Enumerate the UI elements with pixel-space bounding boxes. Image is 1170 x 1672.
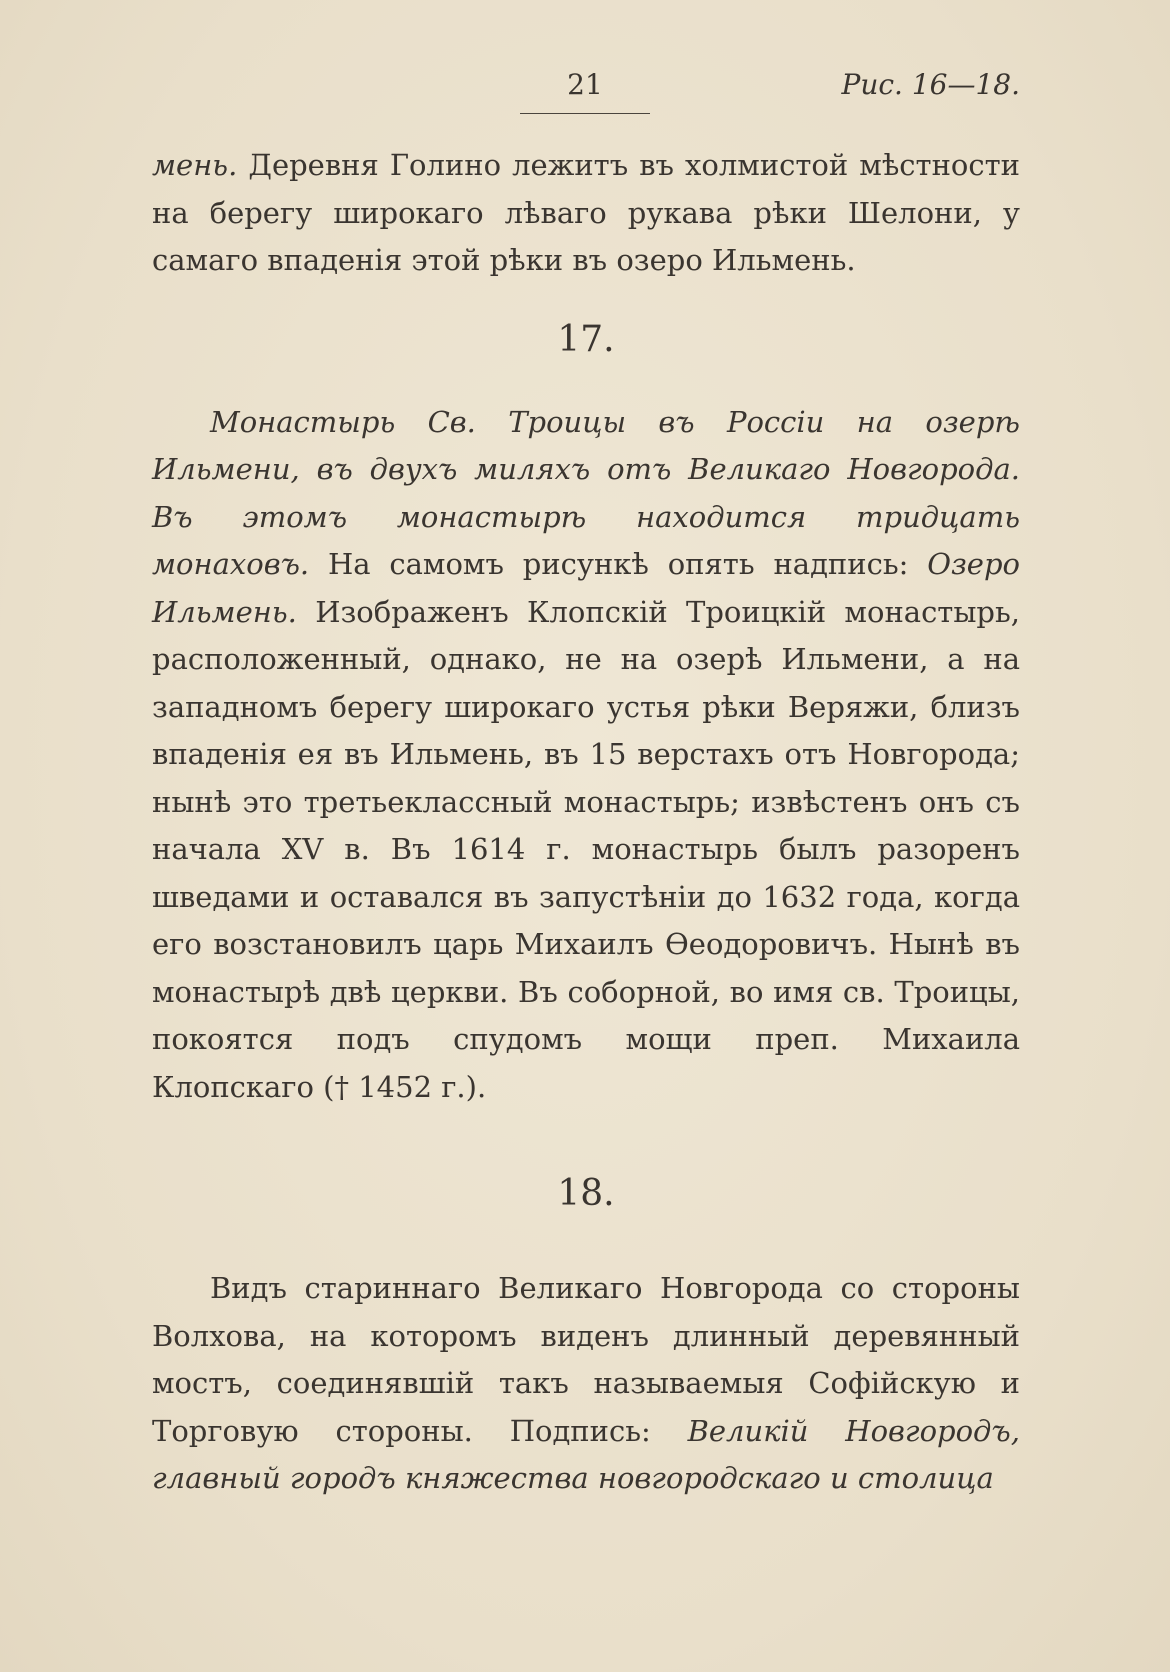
section-17-text-b: Изображенъ Клопскій Троицкій монастырь, расположенный, однако, не на озерѣ Ильмени, а на западномъ берегу широкаго устья рѣки Веряжи, близъ впаденія ея въ Ильмень, въ 15 верстахъ отъ Новгорода; нынѣ это третьеклассный монастырь; извѣстенъ онъ съ начала XV в. Въ 1614 г. монастырь былъ разоренъ шведами и оставался въ запустѣніи до 1632 года, когда его возстановилъ царь Михаилъ Ѳеодоровичъ. Нынѣ въ монастырѣ двѣ церкви. Въ соборной, во имя св. Троицы, покоятся подъ спудомъ мощи преп. Михаила Клопскаго († 1452 г.). xyxy=(152,594,1020,1104)
section-17-text-a: На самомъ рисункѣ опять надпись: xyxy=(309,547,928,581)
section-17-number: 17. xyxy=(557,318,615,360)
section-16-lead-italic: мень. xyxy=(152,148,238,182)
section-17-paragraph xyxy=(152,399,1020,1112)
section-18-number: 18. xyxy=(557,1173,615,1214)
figure-reference: Рис. 16—18. xyxy=(841,68,1020,101)
section-18-paragraph xyxy=(152,1265,1020,1503)
section-16-text: Деревня Голино лежитъ въ холмистой мѣстности на берегу широкаго лѣваго рукава рѣки Шелони, у самаго впаденія этой рѣки въ озеро Ильмень. xyxy=(152,148,1020,277)
section-17-inscription: Озеро Ильмень. xyxy=(152,547,1020,629)
page-body xyxy=(152,142,1020,1503)
section-18-caption: Великій Новгородъ, главный городъ княжества новгородскаго и столица xyxy=(152,1413,1020,1495)
running-header xyxy=(0,68,1170,118)
section-16-continuation xyxy=(152,142,1020,285)
section-18-text: Видъ стариннаго Великаго Новгорода со стороны Волхова, на которомъ виденъ длинный деревянный мостъ, соединявшій такъ называемыя Софійскую и Торговую стороны. Подпись: xyxy=(152,1271,1020,1448)
page-number: 21 xyxy=(520,68,650,114)
section-17-caption: Монастырь Св. Троицы въ Россіи на озерѣ Ильмени, въ двухъ миляхъ отъ Великаго Новгорода. Въ этомъ монастырѣ находится тридцать монаховъ. xyxy=(152,404,1020,581)
